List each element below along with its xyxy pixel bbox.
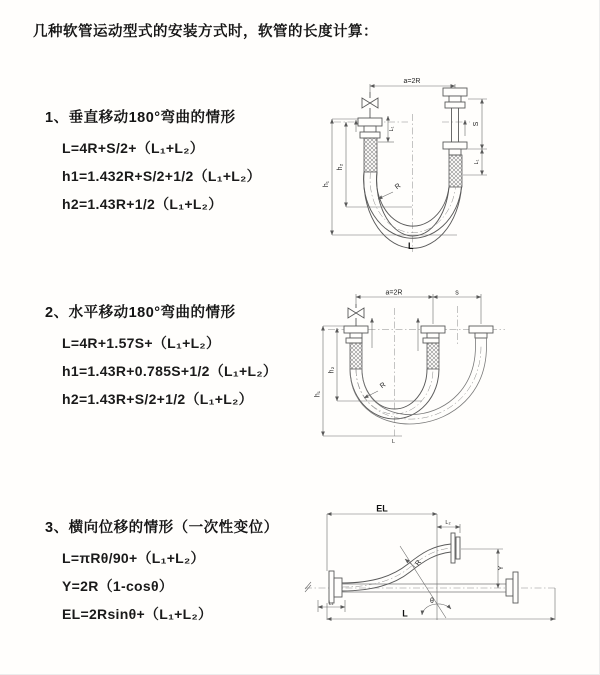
length-label: L: [392, 439, 396, 445]
dimension-heights: [315, 326, 423, 436]
section-1: [45, 106, 261, 218]
section-1-formula-L: L=4R+S/2+（L₁+L₂）: [62, 140, 205, 156]
dim-label-y: Y: [498, 565, 505, 571]
dim-label-offset-s: s: [455, 289, 459, 297]
dim-label-l: L: [402, 608, 408, 619]
section-2-heading: 2、水平移动180°弯曲的情形: [45, 305, 236, 321]
left-pipe-fitting: [344, 326, 368, 369]
radius-label: R: [414, 559, 424, 568]
section-3: [45, 516, 279, 628]
dim-label-l2: L₂: [445, 520, 451, 526]
diagram-lateral-displacement: [298, 502, 598, 654]
section-1-formula-h1: h1=1.432R+S/2+1/2（L₁+L₂）: [62, 168, 261, 184]
dim-label-s: S: [473, 121, 480, 127]
dim-label-l1-right: L₁: [474, 159, 480, 165]
page-title: 几种软管运动型式的安装方式时，软管的长度计算：: [33, 24, 378, 40]
section-3-formula-Y: Y=2R（1-cosθ）: [62, 578, 174, 594]
section-1-heading: 1、垂直移动180°弯曲的情形: [45, 110, 236, 126]
dimension-heights: [323, 119, 457, 235]
dim-label-h2: h₂: [337, 163, 344, 171]
section-2-formula-h2: h2=1.43R+S/2+1/2（L₁+L₂）: [62, 391, 253, 407]
section-2-formula-h1: h1=1.43R+0.785S+1/2（L₁+L₂）: [62, 363, 278, 379]
radius-leader: [378, 182, 402, 199]
diagram-horizontal-180-bend: [310, 286, 590, 458]
radius-label: R: [379, 381, 388, 391]
hose-u-curves: [350, 346, 487, 424]
valve-symbol: [348, 304, 364, 326]
theta-label: θ: [430, 598, 434, 605]
radius-label: R: [394, 182, 403, 192]
left-pipe-fitting: [358, 118, 382, 172]
dim-label-h2: h₂: [328, 366, 336, 374]
middle-pipe-fitting: [421, 326, 445, 369]
dim-label-l1-left: L₁: [389, 126, 395, 132]
right-flange: [506, 572, 518, 603]
section-2-formula-L: L=4R+1.57S+（L₁+L₂）: [62, 335, 221, 351]
valve-symbol: [362, 92, 378, 118]
dimension-y: [461, 549, 505, 588]
dimension-l1: [318, 600, 345, 612]
dimension-span-a2r: [370, 78, 455, 92]
break-mark: [305, 582, 311, 592]
section-3-formula-L: L=πRθ/90+（L₁+L₂）: [62, 550, 205, 566]
diagram-vertical-180-bend: [312, 72, 592, 257]
section-1-formula-h2: h2=1.43R+1/2（L₁+L₂）: [62, 196, 223, 212]
movement-arrows: [372, 318, 418, 351]
radius-leader: [405, 559, 423, 568]
section-2: [45, 301, 277, 413]
dimension-l2: [437, 520, 460, 533]
left-flange: [329, 571, 342, 603]
section-3-heading: 3、横向位移的情形（一次性变位）: [45, 520, 279, 536]
right-pipe-fitting: [443, 88, 467, 187]
dimension-span-a2r: [356, 290, 481, 325]
dim-label-h1: h₁: [314, 390, 322, 398]
top-right-flange: [451, 533, 460, 563]
length-label: L: [408, 241, 414, 251]
dim-label-a2r: a=2R: [403, 78, 421, 85]
dim-label-a2r: a=2R: [385, 289, 403, 297]
section-3-formula-EL: EL=2Rsinθ+（L₁+L₂）: [62, 606, 213, 622]
theta-angle: [400, 546, 451, 618]
dimension-stroke-s: [463, 99, 487, 175]
centerlines: [328, 306, 505, 436]
dim-label-h1: h₁: [323, 180, 330, 188]
moved-pipe-fitting: [469, 326, 493, 346]
dim-label-el: EL: [376, 503, 388, 514]
dim-label-l1: L₁: [328, 600, 334, 607]
radius-leader: [364, 381, 387, 398]
